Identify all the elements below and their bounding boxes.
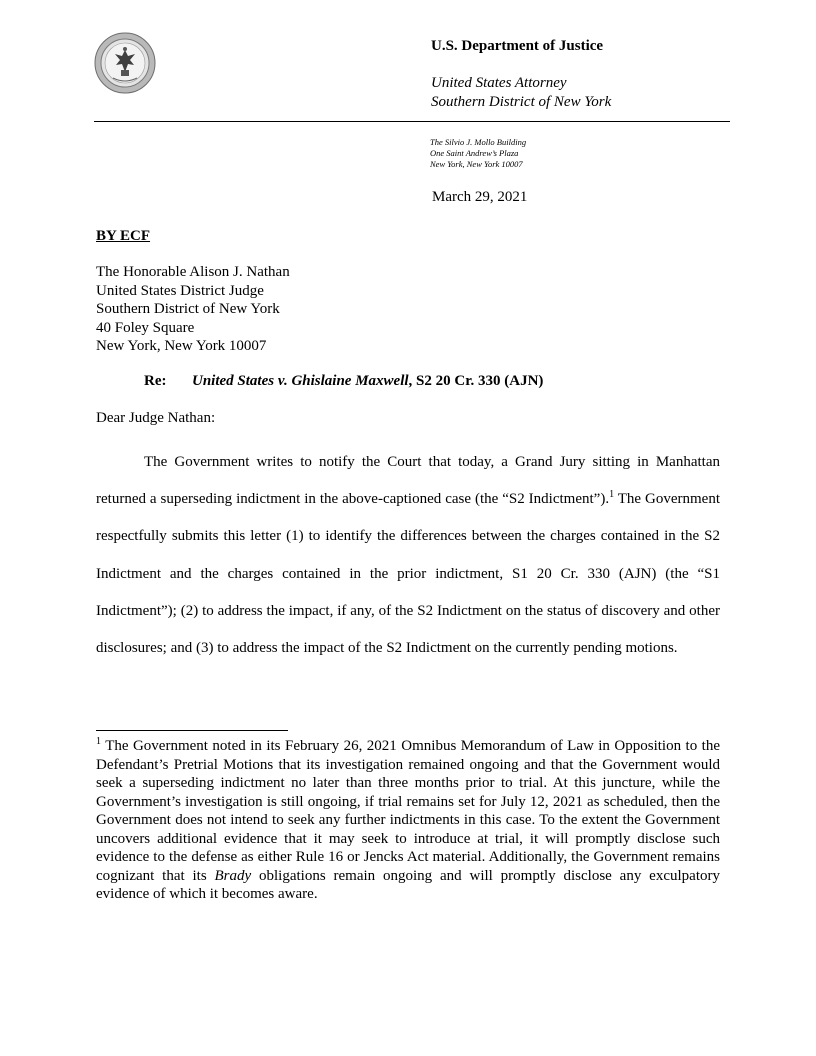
addressee-line: The Honorable Alison J. Nathan — [96, 264, 290, 280]
addressee-line: 40 Foley Square — [96, 319, 195, 336]
addressee-line: United States District Judge — [96, 282, 264, 299]
re-label: Re: — [144, 373, 167, 389]
addressee-block — [96, 263, 290, 356]
footnote-italic-term: Brady — [214, 867, 252, 884]
body-text: The Government respectfully submits this letter (1) to identify the differences between the charges contained in the S2 Indictment and the charges contained in the prior indictment, S1 20 Cr. 330 (AJN) (the “S1 Indictment”); (2) to address the impact, if any, of the S2 Indictment on the status of discovery and other disclosures; and (3) to address the impact of the S2 Indictment on the currently pending motions. — [96, 491, 721, 657]
address-line: New York, New York 10007 — [430, 159, 523, 169]
footnote-paragraph — [96, 737, 720, 904]
address-line: The Silvio J. Mollo Building — [430, 137, 527, 147]
body-text: The Government writes to notify the Court that today, a Grand Jury sitting in Manhattan returned a superseding indictment in the above-captioned case (the “S2 Indictment”). — [96, 454, 720, 508]
footnote-number: 1 — [96, 736, 101, 747]
letter-date: March 29, 2021 — [432, 189, 528, 205]
delivery-method: BY ECF — [96, 228, 151, 244]
addressee-line: New York, New York 10007 — [96, 338, 267, 354]
salutation: Dear Judge Nathan: — [96, 410, 216, 426]
footnote-divider — [96, 730, 288, 731]
footnote — [96, 737, 720, 904]
addressee-line: Southern District of New York — [96, 301, 280, 317]
address-line: One Saint Andrew’s Plaza — [430, 148, 519, 158]
office-title: United States Attorney — [431, 75, 567, 91]
re-line — [144, 373, 543, 390]
case-name: United States v. Ghislaine Maxwell — [192, 373, 409, 389]
letterhead-divider — [94, 121, 730, 122]
office-district: Southern District of New York — [431, 94, 612, 110]
office-address — [430, 137, 526, 170]
department-name: U.S. Department of Justice — [431, 38, 604, 54]
footnote-reference: 1 — [609, 489, 615, 501]
case-number: , S2 20 Cr. 330 (AJN) — [408, 373, 544, 389]
body-paragraph — [96, 444, 720, 667]
footnote-text: The Government noted in its February 26, 2021 Omnibus Memorandum of Law in Opposition to the Defendant’s Pretrial Motions that its investigation remained ongoing and that the Government would seek a superseding indictment no later than three months prior to trial. At this juncture, while the Government’s investigation is still ongoing, if trial remains set for July 12, 2021 as scheduled, then the Government does not intend to seek any further indictments in this case. To the extent the Government uncovers additional evidence that it may seek to introduce at trial, it will promptly disclose such evidence to the defense as either Rule 16 or Jencks Act material. Additionally, the Government remains cognizant that its — [96, 738, 720, 884]
doj-seal-icon — [94, 32, 156, 94]
footnote-text: obligations remain ongoing and will promptly disclose any exculpatory evidence of which it becomes aware. — [96, 867, 720, 902]
letter-body — [96, 444, 720, 667]
